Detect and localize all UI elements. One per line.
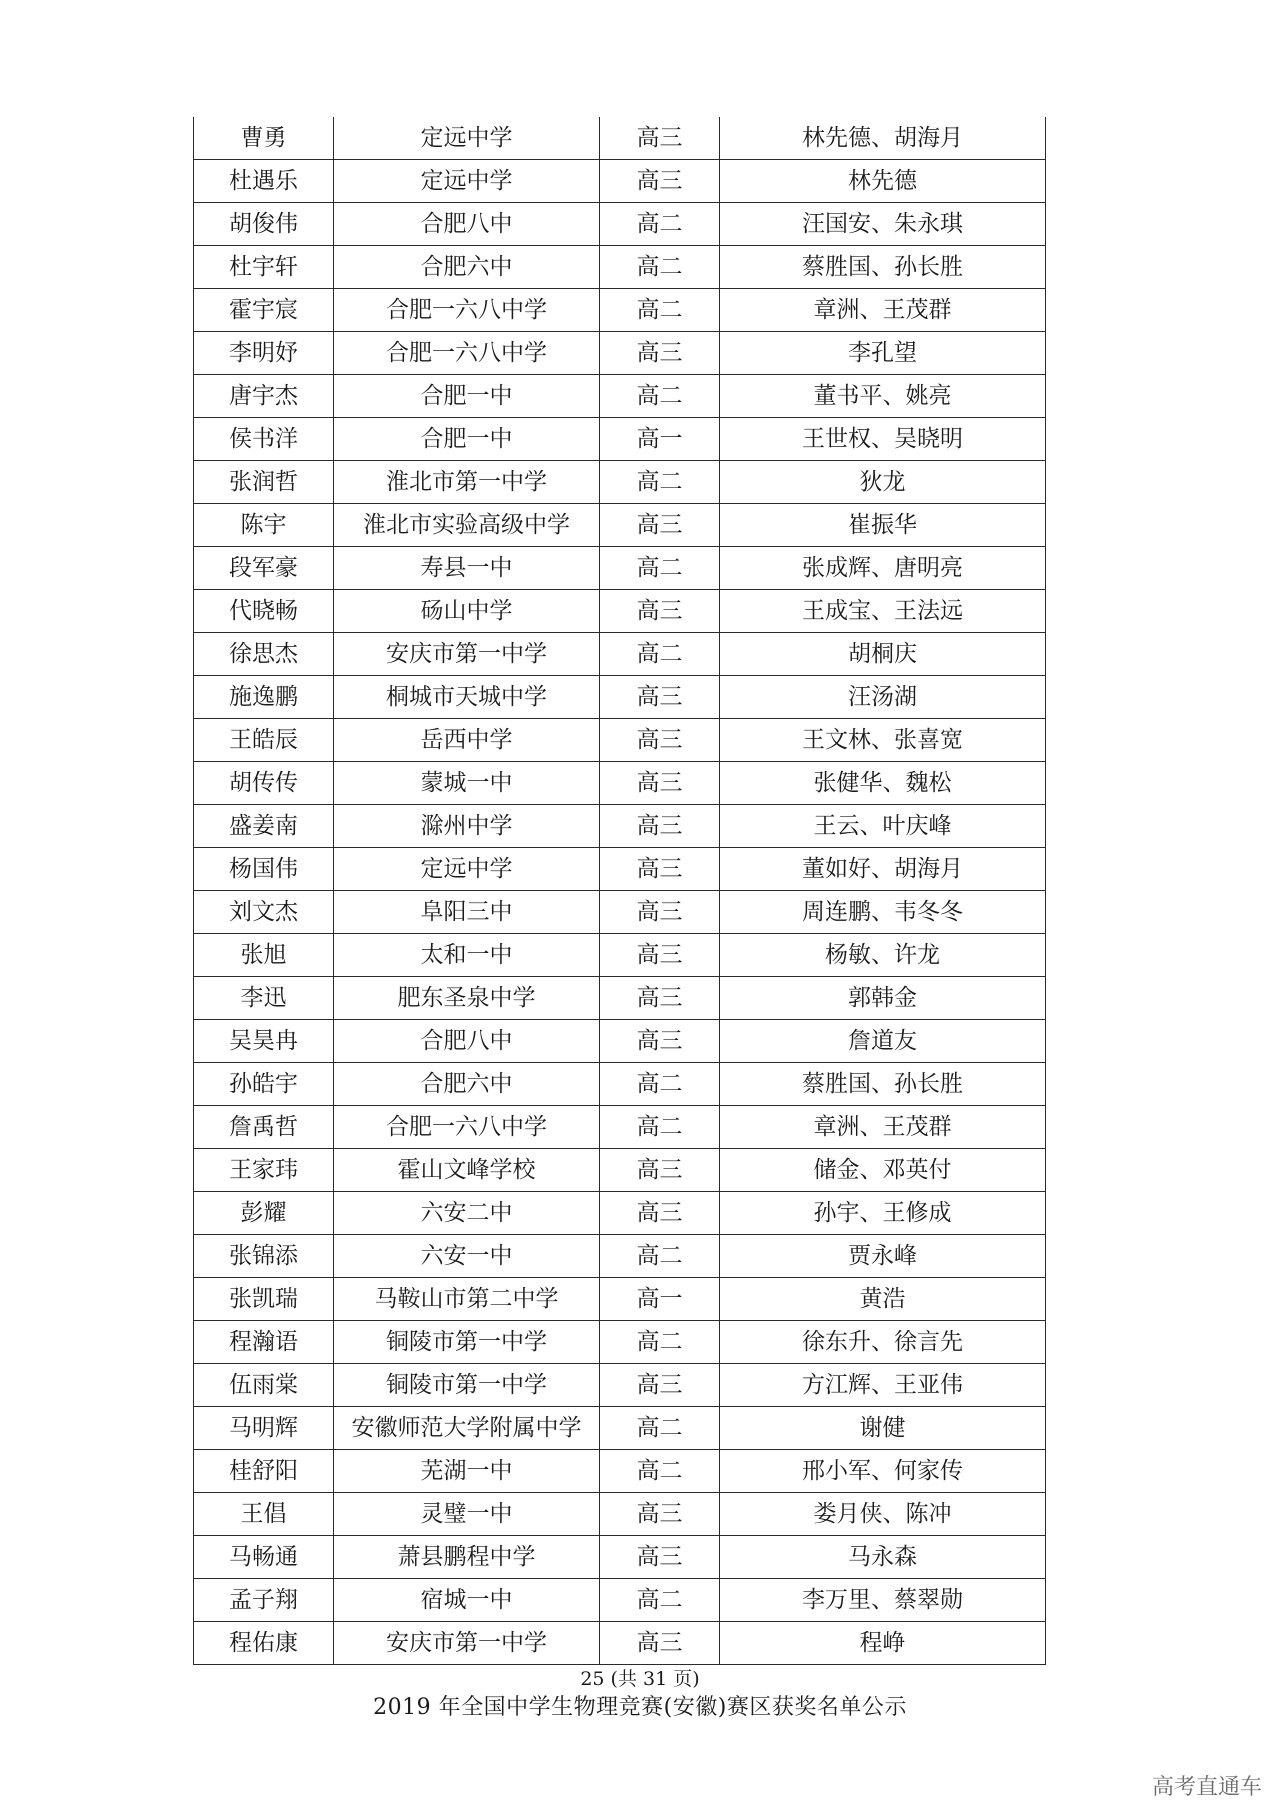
table-row xyxy=(194,461,1046,504)
grade-cell: 高三 xyxy=(600,1192,720,1235)
student-name-cell: 刘文杰 xyxy=(194,891,334,934)
grade-cell: 高三 xyxy=(600,934,720,977)
table-row xyxy=(194,1192,1046,1235)
table-row xyxy=(194,1407,1046,1450)
table-row xyxy=(194,590,1046,633)
student-name-cell: 王皓辰 xyxy=(194,719,334,762)
table-row xyxy=(194,633,1046,676)
teacher-cell: 汪汤湖 xyxy=(720,676,1046,719)
grade-cell: 高三 xyxy=(600,1149,720,1192)
school-cell: 砀山中学 xyxy=(334,590,600,633)
grade-cell: 高二 xyxy=(600,246,720,289)
student-name-cell: 孙皓宇 xyxy=(194,1063,334,1106)
school-cell: 合肥一中 xyxy=(334,375,600,418)
table-row xyxy=(194,547,1046,590)
school-cell: 淮北市实验高级中学 xyxy=(334,504,600,547)
school-cell: 合肥一中 xyxy=(334,418,600,461)
teacher-cell: 周连鹏、韦冬冬 xyxy=(720,891,1046,934)
grade-cell: 高三 xyxy=(600,1364,720,1407)
grade-cell: 高一 xyxy=(600,1278,720,1321)
page-number: 25 (共 31 页) xyxy=(580,1668,700,1690)
table-row xyxy=(194,332,1046,375)
grade-cell: 高二 xyxy=(600,1450,720,1493)
grade-cell: 高二 xyxy=(600,461,720,504)
teacher-cell: 马永森 xyxy=(720,1536,1046,1579)
student-name-cell: 马畅通 xyxy=(194,1536,334,1579)
table-row xyxy=(194,848,1046,891)
grade-cell: 高三 xyxy=(600,590,720,633)
school-cell: 合肥八中 xyxy=(334,203,600,246)
table-row xyxy=(194,160,1046,203)
table-row xyxy=(194,934,1046,977)
teacher-cell: 王世权、吴晓明 xyxy=(720,418,1046,461)
teacher-cell: 蔡胜国、孙长胜 xyxy=(720,1063,1046,1106)
teacher-cell: 娄月侠、陈冲 xyxy=(720,1493,1046,1536)
table-row xyxy=(194,504,1046,547)
table-row xyxy=(194,246,1046,289)
student-name-cell: 张旭 xyxy=(194,934,334,977)
grade-cell: 高三 xyxy=(600,1622,720,1665)
table-row xyxy=(194,375,1046,418)
grade-cell: 高三 xyxy=(600,762,720,805)
teacher-cell: 孙宇、王修成 xyxy=(720,1192,1046,1235)
teacher-cell: 蔡胜国、孙长胜 xyxy=(720,246,1046,289)
teacher-cell: 胡桐庆 xyxy=(720,633,1046,676)
student-name-cell: 杜宇轩 xyxy=(194,246,334,289)
school-cell: 合肥六中 xyxy=(334,246,600,289)
table-row xyxy=(194,1149,1046,1192)
student-name-cell: 杨国伟 xyxy=(194,848,334,891)
grade-cell: 高二 xyxy=(600,633,720,676)
student-name-cell: 彭耀 xyxy=(194,1192,334,1235)
school-cell: 六安二中 xyxy=(334,1192,600,1235)
student-name-cell: 盛姜南 xyxy=(194,805,334,848)
grade-cell: 高二 xyxy=(600,547,720,590)
teacher-cell: 王文林、张喜宽 xyxy=(720,719,1046,762)
student-name-cell: 侯书洋 xyxy=(194,418,334,461)
award-list-table xyxy=(193,117,1046,1665)
table-row xyxy=(194,1450,1046,1493)
student-name-cell: 霍宇宸 xyxy=(194,289,334,332)
teacher-cell: 储金、邓英付 xyxy=(720,1149,1046,1192)
student-name-cell: 张凯瑞 xyxy=(194,1278,334,1321)
student-name-cell: 胡传传 xyxy=(194,762,334,805)
student-name-cell: 张润哲 xyxy=(194,461,334,504)
student-name-cell: 李明妤 xyxy=(194,332,334,375)
student-name-cell: 詹禹哲 xyxy=(194,1106,334,1149)
table-row xyxy=(194,676,1046,719)
school-cell: 寿县一中 xyxy=(334,547,600,590)
school-cell: 灵璧一中 xyxy=(334,1493,600,1536)
teacher-cell: 王成宝、王法远 xyxy=(720,590,1046,633)
table-row xyxy=(194,418,1046,461)
school-cell: 定远中学 xyxy=(334,117,600,160)
table-row xyxy=(194,1106,1046,1149)
teacher-cell: 章洲、王茂群 xyxy=(720,1106,1046,1149)
student-name-cell: 王倡 xyxy=(194,1493,334,1536)
school-cell: 宿城一中 xyxy=(334,1579,600,1622)
grade-cell: 高二 xyxy=(600,1407,720,1450)
school-cell: 肥东圣泉中学 xyxy=(334,977,600,1020)
school-cell: 滁州中学 xyxy=(334,805,600,848)
school-cell: 铜陵市第一中学 xyxy=(334,1321,600,1364)
student-name-cell: 程佑康 xyxy=(194,1622,334,1665)
table-row xyxy=(194,203,1046,246)
grade-cell: 高二 xyxy=(600,1321,720,1364)
grade-cell: 高三 xyxy=(600,848,720,891)
grade-cell: 高二 xyxy=(600,203,720,246)
grade-cell: 高三 xyxy=(600,332,720,375)
grade-cell: 高二 xyxy=(600,289,720,332)
school-cell: 合肥一六八中学 xyxy=(334,1106,600,1149)
table-row xyxy=(194,117,1046,160)
grade-cell: 高三 xyxy=(600,117,720,160)
teacher-cell: 张健华、魏松 xyxy=(720,762,1046,805)
grade-cell: 高三 xyxy=(600,1493,720,1536)
grade-cell: 高三 xyxy=(600,805,720,848)
grade-cell: 高三 xyxy=(600,504,720,547)
school-cell: 合肥八中 xyxy=(334,1020,600,1063)
student-name-cell: 施逸鹏 xyxy=(194,676,334,719)
student-name-cell: 陈宇 xyxy=(194,504,334,547)
teacher-cell: 杨敏、许龙 xyxy=(720,934,1046,977)
school-cell: 定远中学 xyxy=(334,160,600,203)
teacher-cell: 汪国安、朱永琪 xyxy=(720,203,1046,246)
grade-cell: 高三 xyxy=(600,676,720,719)
table-row xyxy=(194,289,1046,332)
student-name-cell: 李迅 xyxy=(194,977,334,1020)
table-row xyxy=(194,1020,1046,1063)
school-cell: 桐城市天城中学 xyxy=(334,676,600,719)
table-row xyxy=(194,891,1046,934)
teacher-cell: 詹道友 xyxy=(720,1020,1046,1063)
watermark-logo-text: 高考直通车 xyxy=(1151,1775,1262,1800)
student-name-cell: 曹勇 xyxy=(194,117,334,160)
table-row xyxy=(194,1493,1046,1536)
grade-cell: 高三 xyxy=(600,160,720,203)
document-footer-title: 2019 年全国中学生物理竞赛(安徽)赛区获奖名单公示 xyxy=(373,1695,907,1720)
table-row xyxy=(194,805,1046,848)
student-name-cell: 程瀚语 xyxy=(194,1321,334,1364)
teacher-cell: 张成辉、唐明亮 xyxy=(720,547,1046,590)
table-row xyxy=(194,1364,1046,1407)
student-name-cell: 徐思杰 xyxy=(194,633,334,676)
teacher-cell: 黄浩 xyxy=(720,1278,1046,1321)
student-name-cell: 杜遇乐 xyxy=(194,160,334,203)
student-name-cell: 伍雨棠 xyxy=(194,1364,334,1407)
school-cell: 淮北市第一中学 xyxy=(334,461,600,504)
student-name-cell: 唐宇杰 xyxy=(194,375,334,418)
teacher-cell: 谢健 xyxy=(720,1407,1046,1450)
school-cell: 合肥一六八中学 xyxy=(334,332,600,375)
teacher-cell: 方江辉、王亚伟 xyxy=(720,1364,1046,1407)
teacher-cell: 李孔望 xyxy=(720,332,1046,375)
table-row xyxy=(194,1278,1046,1321)
teacher-cell: 程峥 xyxy=(720,1622,1046,1665)
grade-cell: 高二 xyxy=(600,1063,720,1106)
grade-cell: 高三 xyxy=(600,1020,720,1063)
school-cell: 合肥一六八中学 xyxy=(334,289,600,332)
school-cell: 铜陵市第一中学 xyxy=(334,1364,600,1407)
table-row xyxy=(194,719,1046,762)
table-row xyxy=(194,977,1046,1020)
school-cell: 定远中学 xyxy=(334,848,600,891)
student-name-cell: 段军豪 xyxy=(194,547,334,590)
teacher-cell: 贾永峰 xyxy=(720,1235,1046,1278)
school-cell: 六安一中 xyxy=(334,1235,600,1278)
teacher-cell: 林先德 xyxy=(720,160,1046,203)
school-cell: 太和一中 xyxy=(334,934,600,977)
teacher-cell: 李万里、蔡翠勋 xyxy=(720,1579,1046,1622)
teacher-cell: 林先德、胡海月 xyxy=(720,117,1046,160)
teacher-cell: 邢小军、何家传 xyxy=(720,1450,1046,1493)
table-row xyxy=(194,1622,1046,1665)
school-cell: 安庆市第一中学 xyxy=(334,633,600,676)
student-name-cell: 吴昊冉 xyxy=(194,1020,334,1063)
school-cell: 霍山文峰学校 xyxy=(334,1149,600,1192)
teacher-cell: 王云、叶庆峰 xyxy=(720,805,1046,848)
grade-cell: 高二 xyxy=(600,1106,720,1149)
grade-cell: 高二 xyxy=(600,1579,720,1622)
student-name-cell: 张锦添 xyxy=(194,1235,334,1278)
school-cell: 安庆市第一中学 xyxy=(334,1622,600,1665)
table-row xyxy=(194,1321,1046,1364)
table-row xyxy=(194,1235,1046,1278)
grade-cell: 高一 xyxy=(600,418,720,461)
school-cell: 马鞍山市第二中学 xyxy=(334,1278,600,1321)
school-cell: 阜阳三中 xyxy=(334,891,600,934)
school-cell: 安徽师范大学附属中学 xyxy=(334,1407,600,1450)
school-cell: 萧县鹏程中学 xyxy=(334,1536,600,1579)
grade-cell: 高二 xyxy=(600,375,720,418)
table-row xyxy=(194,1536,1046,1579)
student-name-cell: 桂舒阳 xyxy=(194,1450,334,1493)
table-row xyxy=(194,762,1046,805)
teacher-cell: 狄龙 xyxy=(720,461,1046,504)
teacher-cell: 章洲、王茂群 xyxy=(720,289,1046,332)
teacher-cell: 董书平、姚亮 xyxy=(720,375,1046,418)
teacher-cell: 徐东升、徐言先 xyxy=(720,1321,1046,1364)
school-cell: 蒙城一中 xyxy=(334,762,600,805)
award-list-body xyxy=(194,117,1046,1665)
grade-cell: 高三 xyxy=(600,1536,720,1579)
table-row xyxy=(194,1579,1046,1622)
student-name-cell: 马明辉 xyxy=(194,1407,334,1450)
grade-cell: 高三 xyxy=(600,891,720,934)
grade-cell: 高二 xyxy=(600,1235,720,1278)
table-row xyxy=(194,1063,1046,1106)
school-cell: 芜湖一中 xyxy=(334,1450,600,1493)
grade-cell: 高三 xyxy=(600,977,720,1020)
school-cell: 岳西中学 xyxy=(334,719,600,762)
school-cell: 合肥六中 xyxy=(334,1063,600,1106)
student-name-cell: 代晓畅 xyxy=(194,590,334,633)
teacher-cell: 郭韩金 xyxy=(720,977,1046,1020)
student-name-cell: 胡俊伟 xyxy=(194,203,334,246)
student-name-cell: 王家玮 xyxy=(194,1149,334,1192)
student-name-cell: 孟子翔 xyxy=(194,1579,334,1622)
teacher-cell: 崔振华 xyxy=(720,504,1046,547)
grade-cell: 高三 xyxy=(600,719,720,762)
teacher-cell: 董如好、胡海月 xyxy=(720,848,1046,891)
